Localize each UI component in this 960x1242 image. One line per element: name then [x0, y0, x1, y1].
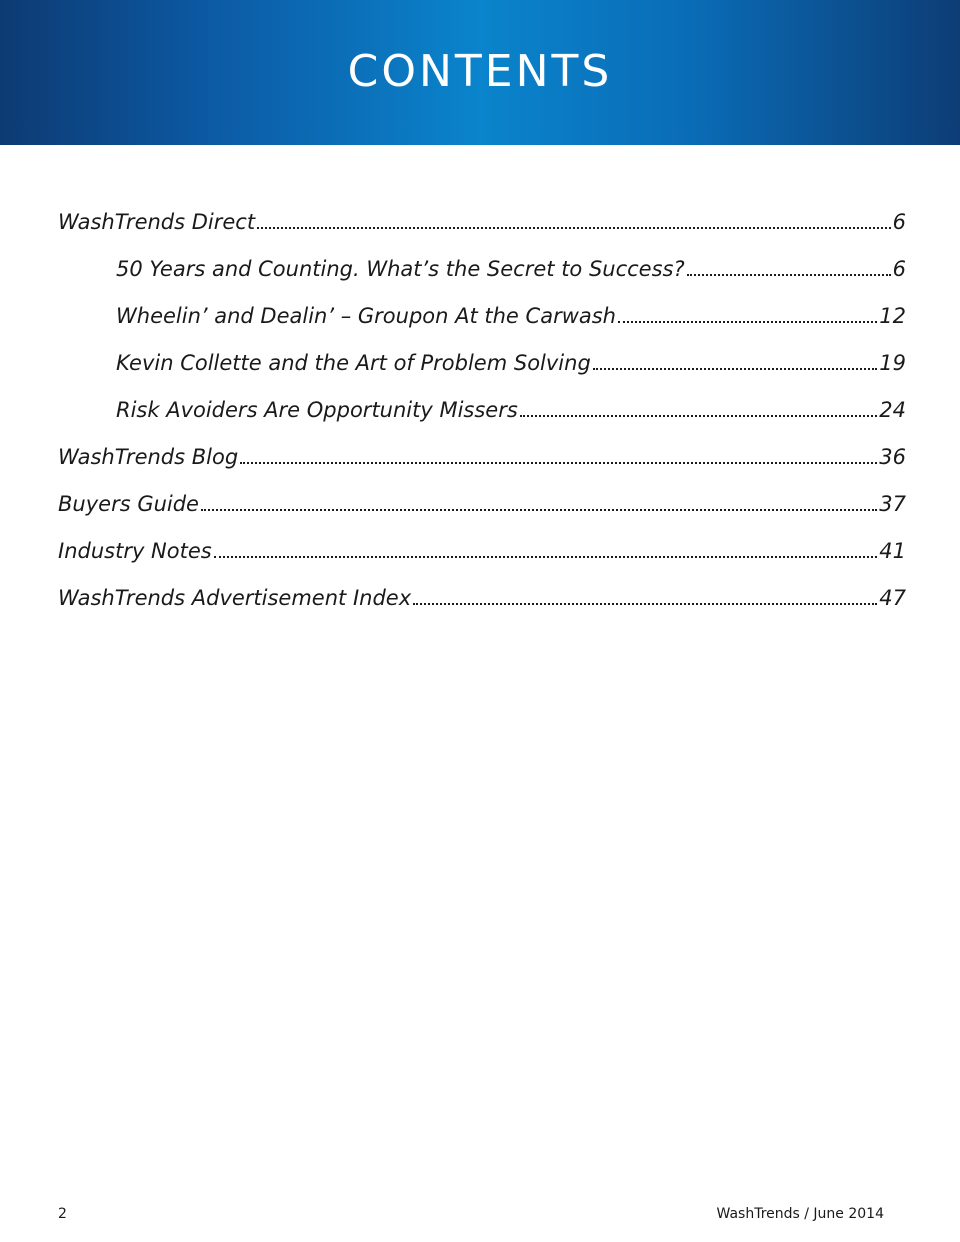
toc-entry-kevin-collette[interactable]	[58, 351, 906, 398]
toc-entry-washtrends-blog[interactable]	[58, 445, 906, 492]
dot-leader	[413, 603, 877, 605]
toc-entry-label: Buyers Guide	[58, 492, 199, 516]
toc-entry-page: 6	[892, 257, 906, 281]
toc-entry-page: 12	[879, 304, 906, 328]
toc-entry-wheelin-dealin[interactable]	[58, 304, 906, 351]
toc-entry-page: 6	[892, 210, 906, 234]
toc-entry-label: Risk Avoiders Are Opportunity Missers	[116, 398, 518, 422]
page-title: CONTENTS	[347, 46, 613, 97]
toc-entry-label: Wheelin’ and Dealin’ – Groupon At the Carwash	[116, 304, 616, 328]
dot-leader	[240, 462, 877, 464]
toc-entry-50-years[interactable]	[58, 257, 906, 304]
toc-entry-label: WashTrends Advertisement Index	[58, 586, 412, 610]
dot-leader	[257, 227, 891, 229]
dot-leader	[687, 274, 891, 276]
toc-entry-industry-notes[interactable]	[58, 539, 906, 586]
toc-entry-page: 41	[879, 539, 906, 563]
toc-entry-label: WashTrends Direct	[58, 210, 256, 234]
dot-leader	[593, 368, 877, 370]
toc-entry-label: Industry Notes	[58, 539, 212, 563]
toc-entry-advertisement-index[interactable]	[58, 586, 906, 633]
toc-entry-label: 50 Years and Counting. What’s the Secret to Success?	[116, 257, 685, 281]
toc-entry-page: 19	[879, 351, 906, 375]
toc-entry-risk-avoiders[interactable]	[58, 398, 906, 445]
toc-entry-label: Kevin Collette and the Art of Problem Solving	[116, 351, 591, 375]
toc-entry-page: 47	[879, 586, 906, 610]
header-banner	[0, 0, 960, 145]
table-of-contents	[58, 210, 906, 633]
toc-entry-page: 36	[879, 445, 906, 469]
dot-leader	[618, 321, 877, 323]
footer-publication: WashTrends / June 2014	[716, 1206, 884, 1222]
dot-leader	[520, 415, 877, 417]
toc-entry-buyers-guide[interactable]	[58, 492, 906, 539]
dot-leader	[214, 556, 878, 558]
toc-entry-page: 24	[879, 398, 906, 422]
footer-page-number: 2	[58, 1206, 67, 1222]
toc-entry-washtrends-direct[interactable]	[58, 210, 906, 257]
dot-leader	[201, 509, 877, 511]
toc-entry-label: WashTrends Blog	[58, 445, 239, 469]
toc-entry-page: 37	[879, 492, 906, 516]
